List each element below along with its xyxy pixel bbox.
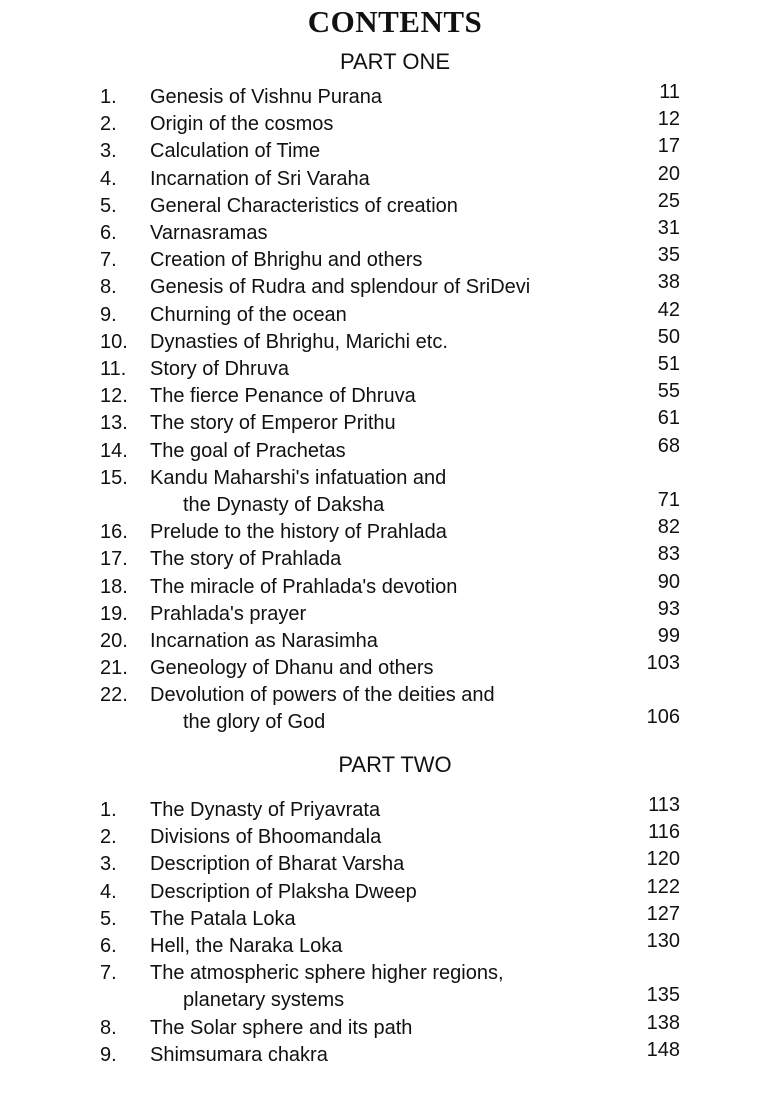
entry-title: The miracle of Prahlada's devotion	[150, 575, 458, 598]
entry-title: Incarnation of Sri Varaha	[150, 167, 370, 190]
entry-number: 8.	[100, 276, 117, 299]
entry-title: General Characteristics of creation	[150, 194, 458, 217]
entry-number: 21.	[100, 657, 128, 680]
entry-title: The Solar sphere and its path	[150, 1016, 413, 1039]
entry-page-number: 83	[657, 543, 680, 566]
entry-number: 18.	[100, 575, 128, 598]
entry-number: 10.	[100, 330, 128, 353]
entry-title: The Patala Loka	[150, 907, 296, 930]
page-title: CONTENTS	[307, 4, 483, 39]
entry-title: The fierce Penance of Dhruva	[150, 385, 416, 408]
entry-page-number: 17	[657, 135, 680, 158]
entry-number: 22.	[100, 684, 128, 707]
entry-page-number: 138	[646, 1011, 680, 1034]
entry-page-number: 90	[657, 570, 680, 593]
entry-page-number: 135	[646, 984, 680, 1007]
entry-number: 12.	[100, 385, 128, 408]
entry-title: Origin of the cosmos	[150, 113, 334, 136]
entry-number: 11.	[100, 358, 127, 380]
entry-title: Incarnation as Narasimha	[150, 630, 378, 652]
entry-page-number: 20	[657, 162, 680, 185]
entry-page-number: 127	[646, 902, 680, 925]
entry-title: Genesis of Vishnu Purana	[150, 86, 383, 108]
entry-number: 7.	[100, 249, 117, 272]
entry-title: Shimsumara chakra	[150, 1043, 328, 1066]
entry-title: Churning of the ocean	[150, 303, 347, 326]
entry-title: Hell, the Naraka Loka	[150, 935, 343, 957]
entry-page-number: 35	[657, 244, 680, 267]
entry-number: 20.	[100, 630, 128, 652]
entry-title: The story of Prahlada	[150, 548, 342, 571]
entry-title: Creation of Bhrighu and others	[150, 249, 423, 272]
entry-number: 7.	[100, 962, 117, 985]
entry-title: Prelude to the history of Prahlada	[150, 521, 447, 544]
entry-title: The atmospheric sphere higher regions,	[150, 962, 504, 985]
entry-page-number: 116	[648, 821, 680, 844]
entry-number: 9.	[100, 1043, 117, 1066]
entry-page-number: 42	[657, 298, 680, 321]
entry-page-number: 122	[646, 875, 680, 898]
entry-page-number: 55	[657, 380, 680, 403]
entry-number: 5.	[100, 194, 117, 217]
entry-page-number: 130	[646, 930, 680, 952]
entry-page-number: 51	[657, 353, 680, 375]
entry-page-number: 38	[657, 271, 680, 294]
entry-number: 14.	[100, 439, 128, 462]
entry-title-continued: planetary systems	[183, 989, 345, 1012]
entry-number: 5.	[100, 907, 117, 930]
entry-page-number: 12	[657, 108, 680, 131]
entry-number: 6.	[100, 222, 117, 244]
entry-number: 3.	[100, 140, 117, 163]
entry-title: Divisions of Bhoomandala	[150, 826, 382, 849]
entry-page-number: 25	[657, 189, 680, 212]
entry-number: 1.	[100, 799, 117, 821]
part-two-heading: PART TWO	[338, 752, 452, 777]
entry-page-number: 106	[646, 706, 680, 729]
entry-title: The story of Emperor Prithu	[150, 412, 396, 435]
entry-title: Prahlada's prayer	[150, 602, 307, 625]
entry-page-number: 68	[657, 434, 680, 457]
entry-number: 9.	[100, 303, 117, 326]
entry-number: 8.	[100, 1016, 117, 1039]
entry-number: 15.	[100, 466, 128, 489]
entry-title-continued: the glory of God	[183, 711, 326, 734]
entry-title: Calculation of Time	[150, 140, 321, 163]
entry-number: 16.	[100, 521, 128, 544]
entry-number: 13.	[100, 412, 128, 435]
entry-title: Story of Dhruva	[150, 358, 289, 380]
entry-title: The goal of Prachetas	[150, 439, 346, 462]
entry-page-number: 11	[659, 81, 680, 103]
entry-title: Dynasties of Bhrighu, Marichi etc.	[150, 330, 448, 353]
entry-number: 4.	[100, 880, 117, 903]
entry-number: 1.	[100, 86, 117, 108]
entry-title: Description of Bharat Varsha	[150, 853, 405, 876]
entry-page-number: 71	[657, 488, 680, 511]
entry-number: 2.	[100, 113, 117, 136]
entry-title: Kandu Maharshi's infatuation and	[150, 466, 447, 489]
entry-page-number: 120	[646, 848, 680, 871]
entry-number: 6.	[100, 935, 117, 957]
entry-title: Varnasramas	[150, 222, 268, 244]
entry-page-number: 99	[657, 625, 680, 647]
entry-number: 19.	[100, 602, 128, 625]
entry-page-number: 82	[657, 516, 680, 539]
entry-page-number: 31	[657, 217, 680, 239]
entry-title: The Dynasty of Priyavrata	[150, 799, 381, 821]
entry-number: 2.	[100, 826, 117, 849]
entry-page-number: 113	[648, 794, 680, 816]
entry-title: Description of Plaksha Dweep	[150, 880, 417, 903]
entry-title-continued: the Dynasty of Daksha	[183, 493, 385, 516]
entry-page-number: 103	[646, 652, 680, 675]
entry-title: Genesis of Rudra and splendour of SriDevi	[150, 276, 531, 299]
entry-page-number: 148	[646, 1038, 680, 1061]
entry-page-number: 93	[657, 597, 680, 620]
part-one-heading: PART ONE	[339, 49, 451, 74]
entry-number: 17.	[100, 548, 128, 571]
entry-page-number: 61	[657, 407, 680, 430]
entry-page-number: 50	[657, 325, 680, 348]
entry-title: Devolution of powers of the deities and	[150, 684, 495, 707]
entry-number: 3.	[100, 853, 117, 876]
entry-number: 4.	[100, 167, 117, 190]
entry-title: Geneology of Dhanu and others	[150, 657, 434, 680]
